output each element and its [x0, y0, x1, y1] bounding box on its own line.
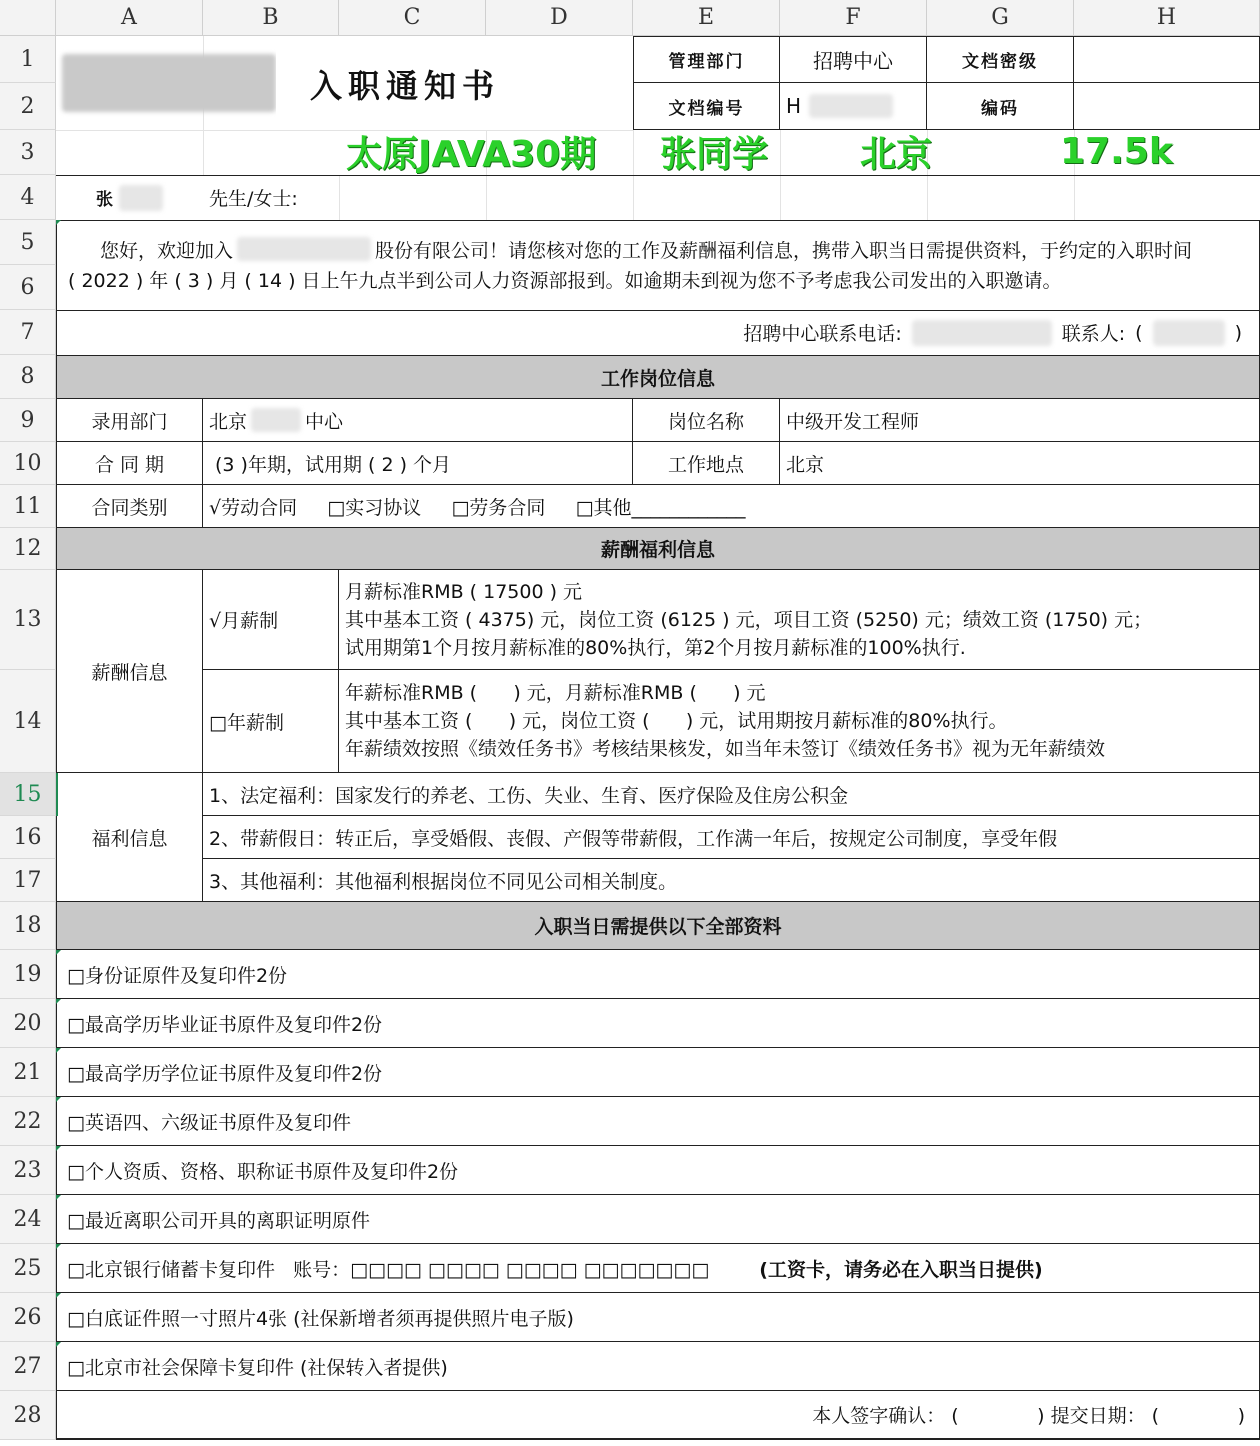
greeting-line-1	[100, 232, 1250, 266]
recipient-name[interactable]	[56, 175, 203, 220]
phone-label: 招聘中心联系电话:	[743, 323, 902, 345]
document-item[interactable]: □最高学历学位证书原件及复印件2份	[56, 1048, 1260, 1097]
code-value[interactable]	[1074, 83, 1260, 130]
document-item[interactable]: □最近离职公司开具的离职证明原件	[56, 1195, 1260, 1244]
contract-label: 合 同 期	[56, 442, 203, 485]
benefits-label: 福利信息	[56, 773, 203, 902]
mgmt-dept-label: 管理部门	[633, 36, 780, 83]
row-header[interactable]: 8	[0, 355, 56, 399]
mgmt-dept-value[interactable]: 招聘中心	[780, 36, 927, 83]
row-header[interactable]: 20	[0, 999, 56, 1048]
location-value[interactable]: 北京	[780, 442, 1260, 485]
contract-type-label: 合同类别	[56, 485, 203, 528]
doc-no-prefix: H	[786, 94, 802, 118]
benefit-item: 2、带薪假日：转正后，享受婚假、丧假、产假等带薪假，工作满一年后，按规定公司制度，享受年假	[203, 816, 1260, 859]
row-header[interactable]: 22	[0, 1097, 56, 1146]
doc-level-label: 文档密级	[927, 36, 1074, 83]
contact-redacted	[1153, 320, 1225, 346]
document-item[interactable]: □北京市社会保障卡复印件 (社保转入者提供)	[56, 1342, 1260, 1391]
row-header[interactable]: 9	[0, 399, 56, 442]
monthly-line-1: 月薪标准RMB ( 17500 ) 元	[345, 580, 583, 603]
dept-value[interactable]	[203, 399, 633, 442]
row-header[interactable]: 7	[0, 310, 56, 355]
row-header[interactable]: 11	[0, 485, 56, 528]
column-header-f[interactable]: F	[780, 0, 927, 36]
recipient-name-redacted	[119, 185, 163, 211]
signature-line[interactable]: 本人签字确认： ( ) 提交日期： ( )	[56, 1391, 1260, 1440]
row-header[interactable]: 6	[0, 265, 56, 310]
row-header[interactable]: 12	[0, 528, 56, 570]
row-header[interactable]: 28	[0, 1391, 56, 1440]
row-header[interactable]: 3	[0, 130, 56, 175]
cell-marker	[56, 1342, 61, 1347]
document-item[interactable]: □最高学历毕业证书原件及复印件2份	[56, 999, 1260, 1048]
location-label: 工作地点	[633, 442, 780, 485]
code-label: 编码	[927, 83, 1074, 130]
benefit-item: 1、法定福利：国家发行的养老、工伤、失业、生育、医疗保险及住房公积金	[203, 773, 1260, 816]
row-header-selected[interactable]: 15	[0, 773, 56, 816]
row-header[interactable]: 16	[0, 816, 56, 859]
row-header[interactable]: 17	[0, 859, 56, 902]
contract-type-options[interactable]: √劳动合同 □实习协议 □劳务合同 □其他____________	[203, 485, 1260, 528]
cell-marker	[56, 1097, 61, 1102]
doc-no-value[interactable]	[780, 83, 927, 130]
cell-marker	[56, 1146, 61, 1151]
column-header-b[interactable]: B	[203, 0, 339, 36]
row-header[interactable]: 5	[0, 220, 56, 265]
cell-marker	[56, 999, 61, 1004]
monthly-line-2: 其中基本工资 ( 4375) 元，岗位工资 (6125 ) 元，项目工资 (5250) 元；绩效工资 (1750) 元；	[345, 608, 1153, 631]
select-all-corner[interactable]	[0, 0, 56, 36]
bank-card-note: (工资卡，请务必在入职当日提供)	[759, 1258, 1043, 1281]
row-header[interactable]: 18	[0, 902, 56, 950]
phone-redacted	[912, 320, 1052, 346]
row-header[interactable]: 26	[0, 1293, 56, 1342]
bank-card-text: □北京银行储蓄卡复印件 账号：□□□□ □□□□ □□□□ □□□□□□□	[67, 1258, 710, 1281]
column-header-c[interactable]: C	[339, 0, 486, 36]
annual-salary-option[interactable]: □年薪制	[203, 670, 339, 773]
cell-marker	[56, 1195, 61, 1200]
column-header-a[interactable]: A	[56, 0, 203, 36]
company-logo	[56, 36, 276, 130]
section-salary-info: 薪酬福利信息	[56, 528, 1260, 570]
section-documents: 入职当日需提供以下全部资料	[56, 902, 1260, 950]
row-header[interactable]: 2	[0, 83, 56, 130]
banner-salary: 17.5k	[1060, 130, 1173, 172]
row-header[interactable]: 1	[0, 36, 56, 83]
contract-value[interactable]: (3 )年期，试用期 ( 2 ) 个月	[203, 442, 633, 485]
doc-no-label: 文档编号	[633, 83, 780, 130]
greeting-line-2: ( 2022 ) 年 ( 3 ) 月 ( 14 ) 日上午九点半到公司人力资源部报到。如逾期未到视为您不予考虑我公司发出的入职邀请。	[68, 269, 1062, 292]
annual-line-2: 其中基本工资 ( ) 元，岗位工资 ( ) 元，试用期按月薪标准的80%执行。	[345, 710, 1008, 732]
document-item-bank[interactable]	[56, 1244, 1260, 1293]
dept-city: 北京	[209, 410, 248, 433]
row-header[interactable]: 25	[0, 1244, 56, 1293]
row-header[interactable]: 27	[0, 1342, 56, 1391]
position-label: 岗位名称	[633, 399, 780, 442]
greeting-text-a: 您好，欢迎加入	[100, 239, 234, 262]
cell-marker	[56, 1048, 61, 1053]
column-header-d[interactable]: D	[486, 0, 633, 36]
position-value[interactable]: 中级开发工程师	[780, 399, 1260, 442]
cell-marker	[56, 950, 61, 955]
active-cell-indicator	[56, 773, 58, 816]
monthly-line-3: 试用期第1个月按月薪标准的80%执行，第2个月按月薪标准的100%执行.	[345, 636, 966, 659]
salary-info-label: 薪酬信息	[56, 570, 203, 773]
column-header-g[interactable]: G	[927, 0, 1074, 36]
page-title: 入职通知书	[310, 67, 501, 105]
column-header-e[interactable]: E	[633, 0, 780, 36]
contact-info	[700, 310, 1256, 355]
greeting-text-b: 股份有限公司！请您核对您的工作及薪酬福利信息，携带入职当日需提供资料，于约定的入职时间	[375, 239, 1193, 262]
row-header[interactable]: 4	[0, 175, 56, 220]
banner-class: 太原JAVA30期	[346, 133, 597, 174]
cell-marker	[56, 1293, 61, 1298]
banner-city: 北京	[860, 133, 933, 174]
section-job-info: 工作岗位信息	[56, 355, 1260, 399]
row-header[interactable]: 13	[0, 570, 56, 670]
row-header[interactable]: 21	[0, 1048, 56, 1097]
document-item[interactable]: □英语四、六级证书原件及复印件	[56, 1097, 1260, 1146]
annual-salary-details	[339, 670, 1260, 773]
doc-no-redacted	[809, 94, 893, 118]
dept-suffix: 中心	[305, 410, 344, 433]
salutation: 先生/女士:	[209, 188, 298, 210]
contact-open: (	[1135, 321, 1143, 344]
row-header[interactable]: 10	[0, 442, 56, 485]
dept-label: 录用部门	[56, 399, 203, 442]
contact-close: )	[1234, 321, 1242, 344]
monthly-salary-option[interactable]: √月薪制	[203, 570, 339, 670]
row-header[interactable]: 14	[0, 670, 56, 773]
document-item[interactable]: □个人资质、资格、职称证书原件及复印件2份	[56, 1146, 1260, 1195]
benefit-item: 3、其他福利：其他福利根据岗位不同见公司相关制度。	[203, 859, 1260, 902]
column-header-h[interactable]: H	[1074, 0, 1260, 36]
document-item[interactable]: □身份证原件及复印件2份	[56, 950, 1260, 999]
monthly-salary-details	[339, 570, 1260, 670]
cell-marker	[56, 220, 61, 225]
company-name-redacted	[237, 237, 371, 261]
document-item[interactable]: □白底证件照一寸照片4张 (社保新增者须再提供照片电子版)	[56, 1293, 1260, 1342]
doc-level-value[interactable]	[1074, 36, 1260, 83]
cell-marker	[56, 1244, 61, 1249]
banner-student: 张同学	[660, 133, 769, 174]
annual-line-3: 年薪绩效按照《绩效任务书》考核结果核发，如当年未签订《绩效任务书》视为无年薪绩效	[345, 738, 1106, 760]
row-header[interactable]: 19	[0, 950, 56, 999]
row-header[interactable]: 24	[0, 1195, 56, 1244]
annual-line-1: 年薪标准RMB ( ) 元，月薪标准RMB ( ) 元	[345, 682, 766, 704]
recipient-surname: 张	[96, 190, 115, 210]
row-header[interactable]: 23	[0, 1146, 56, 1195]
dept-redacted	[251, 408, 301, 432]
contact-label: 联系人:	[1061, 323, 1126, 345]
